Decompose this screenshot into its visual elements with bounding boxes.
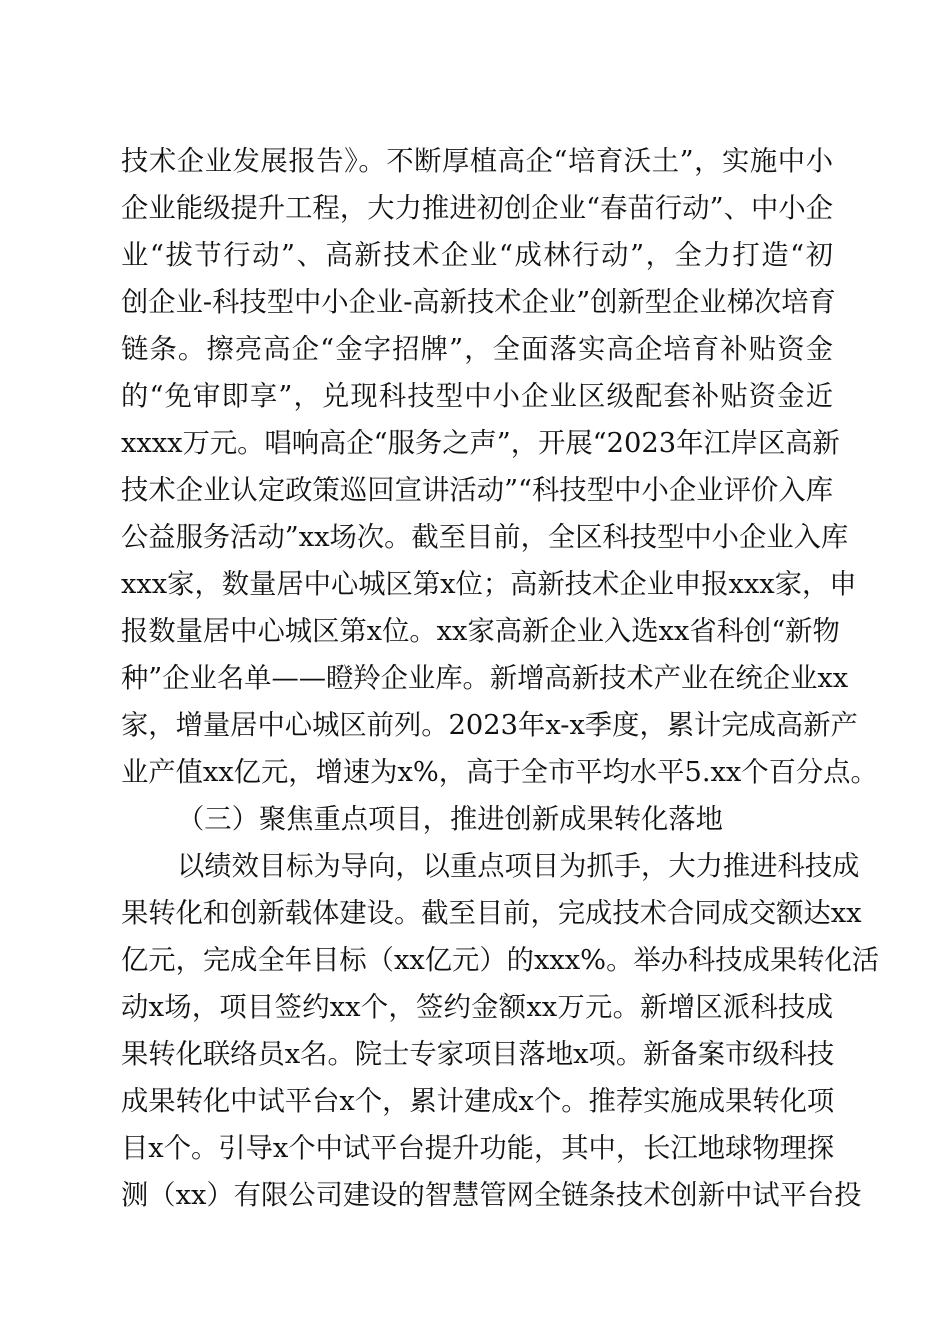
paragraph2-line-7: 目x个。引导x个中试平台提升功能，其中，长江地球物理探	[121, 1133, 835, 1164]
paragraph2-line-5: 果转化联络员x名。院士专家项目落地x项。新备案市级科技	[121, 1039, 835, 1070]
paragraph1-line-1: 技术企业发展报告》。不断厚植高企“培育沃土”，实施中小	[121, 146, 833, 177]
paragraph2-line-2: 果转化和创新载体建设。截至目前，完成技术合同成交额达xx	[121, 898, 862, 929]
paragraph1-line-8: 技术企业认定政策巡回宣讲活动”“科技型中小企业评价入库	[121, 475, 833, 506]
paragraph1-line-7: xxxx万元。唱响高企“服务之声”，开展“2023年江岸区高新	[121, 428, 840, 459]
paragraph1-line-5: 链条。擦亮高企“金字招牌”，全面落实高企培育补贴资金	[121, 334, 833, 365]
paragraph1-line-3: 业“拔节行动”、高新技术企业“成林行动”，全力打造“初	[121, 240, 833, 271]
paragraph1-line-2: 企业能级提升工程，大力推进初创企业“春苗行动”、中小企	[121, 193, 833, 224]
paragraph2-line-6: 成果转化中试平台x个，累计建成x个。推荐实施成果转化项	[121, 1086, 835, 1117]
section-heading-3: （三）聚焦重点项目，推进创新成果转化落地	[177, 804, 723, 835]
paragraph2-line-4: 动x场，项目签约xx个，签约金额xx万元。新增区派科技成	[121, 992, 833, 1023]
paragraph1-line-13: 家，增量居中心城区前列。2023年x-x季度，累计完成高新产	[121, 710, 858, 741]
paragraph2-line-1: 以绩效目标为导向，以重点项目为抓手，大力推进科技成	[177, 851, 860, 882]
paragraph1-line-10: xxx家，数量居中心城区第x位；高新技术企业申报xxx家，申	[121, 569, 857, 600]
paragraph1-line-14: 业产值xx亿元，增速为x%，高于全市平均水平5.xx个百分点。	[121, 757, 878, 788]
paragraph1-line-12: 种”企业名单——瞪羚企业库。新增高新技术产业在统企业xx	[121, 663, 849, 694]
paragraph2-line-8: 测（xx）有限公司建设的智慧管网全链条技术创新中试平台投	[121, 1180, 862, 1211]
paragraph2-line-3: 亿元，完成全年目标（xx亿元）的xxx%。举办科技成果转化活	[121, 945, 880, 976]
paragraph1-line-11: 报数量居中心城区第x位。xx家高新企业入选xx省科创“新物	[121, 616, 840, 647]
paragraph1-line-9: 公益服务活动”xx场次。截至目前，全区科技型中小企业入库	[121, 522, 849, 553]
paragraph1-line-4: 创企业-科技型中小企业-高新技术企业”创新型企业梯次培育	[121, 287, 836, 318]
paragraph1-line-6: 的“免审即享”，兑现科技型中小企业区级配套补贴资金近	[121, 381, 833, 412]
